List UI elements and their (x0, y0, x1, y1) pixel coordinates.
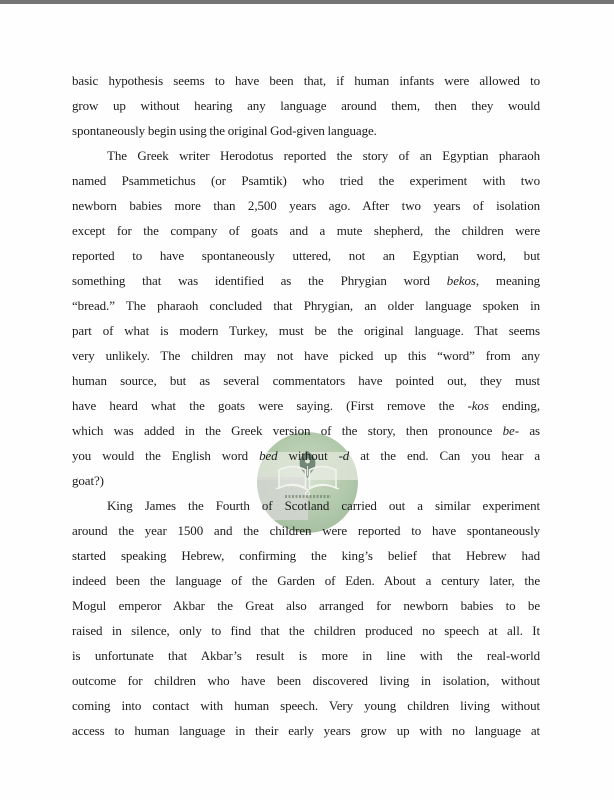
text-line: indeed been the language of the Garden of Eden. About a century later, the (72, 573, 540, 588)
text-line: coming into contact with human speech. Very young children living without (72, 698, 540, 713)
text-line: newborn babies more than 2,500 years ago. After two years of isolation (72, 198, 540, 213)
text-line: access to human language in their early years grow up with no language at (72, 723, 540, 738)
text-line: which was added in the Greek version of the story, then pronounce be- as (72, 423, 540, 438)
text-line: outcome for children who have been discovered living in isolation, without (72, 673, 540, 688)
text-line: reported to have spontaneously uttered, not an Egyptian word, but (72, 248, 540, 263)
text-line: goat?) (72, 473, 104, 488)
text-line: is unfortunate that Akbar’s result is more in line with the real-world (72, 648, 540, 663)
text-line: grow up without hearing any language around them, then they would (72, 98, 540, 113)
text-line: except for the company of goats and a mute shepherd, the children were (72, 223, 540, 238)
top-border-bar (0, 0, 614, 4)
text-line: Mogul emperor Akbar the Great also arranged for newborn babies to be (72, 598, 540, 613)
page-text (72, 68, 540, 743)
paragraph (72, 68, 540, 143)
text-line: you would the English word bed without -d at the end. Can you hear a (72, 448, 540, 463)
text-line: started speaking Hebrew, confirming the king’s belief that Hebrew had (72, 548, 540, 563)
text-line: part of what is modern Turkey, must be the original language. That seems (72, 323, 540, 338)
text-line: have heard what the goats were saying. (First remove the -kos ending, (72, 398, 540, 413)
text-line: something that was identified as the Phrygian word bekos, meaning (72, 273, 540, 288)
text-line: “bread.” The pharaoh concluded that Phrygian, an older language spoken in (72, 298, 540, 313)
text-line: basic hypothesis seems to have been that, if human infants were allowed to (72, 73, 540, 88)
text-line: spontaneously begin using the original God-given language. (72, 123, 377, 138)
paragraph (72, 143, 540, 493)
text-line: human source, but as several commentators have pointed out, they must (72, 373, 540, 388)
text-line: raised in silence, only to find that the children produced no speech at all. It (72, 623, 540, 638)
text-line: named Psammetichus (or Psamtik) who tried the experiment with two (72, 173, 540, 188)
text-line: King James the Fourth of Scotland carried out a similar experiment (107, 498, 540, 513)
text-line: around the year 1500 and the children were reported to have spontaneously (72, 523, 540, 538)
paragraph (72, 493, 540, 743)
text-line: The Greek writer Herodotus reported the story of an Egyptian pharaoh (107, 148, 540, 163)
text-line: very unlikely. The children may not have picked up this “word” from any (72, 348, 540, 363)
